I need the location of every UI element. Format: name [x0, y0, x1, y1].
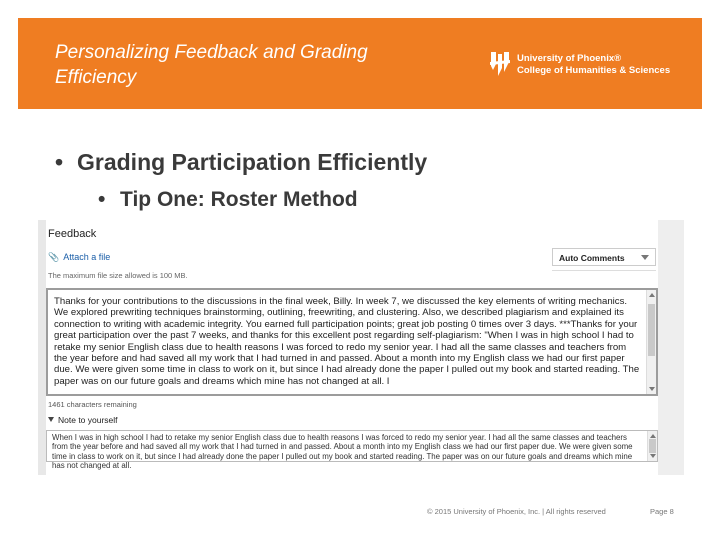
attach-file-label: Attach a file: [63, 252, 111, 262]
divider: [552, 270, 656, 271]
bullet-dot: •: [98, 188, 106, 211]
chevron-down-icon: [641, 255, 649, 260]
auto-comments-dropdown[interactable]: [552, 248, 656, 266]
feedback-heading: Feedback: [48, 228, 97, 240]
bullet-level-1: [55, 149, 427, 176]
bullet-dot: •: [55, 149, 64, 175]
scroll-down-icon[interactable]: [649, 387, 655, 391]
scroll-thumb[interactable]: [649, 439, 656, 453]
bullet-level-2-text: Tip One: Roster Method: [120, 188, 358, 211]
feedback-textarea[interactable]: [46, 288, 658, 396]
feedback-text: Thanks for your contributions to the discussions in the final week, Billy. In week 7, we discussed the key elements of writing mechanics. We explored prewriting techniques brainstorming, outlining, freewriting, and clustering. Also, we described plagiarism and explained its connection to writing with academic integrity. You earned full participation points; great job posting 0 times over 3 days. ***Thanks for your great participation over the past 7 weeks, and thanks for this excellent post regarding self-plagiarism: "When I was in high school I had to retake my senior English class due to health reasons I was forced to redo my senior year. I had all the same classes and teachers from the year before and had saved all my work that I had turned in and passed. About a month into my English class we had our first paper due. We were given some time in class to work on it, but since I had already done the paper I pulled out my book and started reading. The paper was on our future goals and dreams which mine has not changed at all. I: [54, 296, 640, 387]
feedback-screenshot: [38, 220, 684, 475]
bullet-level-2: [98, 188, 358, 212]
note-label: Note to yourself: [58, 415, 118, 425]
screenshot-left-border: [38, 220, 46, 475]
logo-line-2: College of Humanities & Sciences: [517, 65, 671, 76]
screenshot-right-margin: [658, 220, 684, 475]
feedback-panel: [46, 220, 658, 475]
scroll-down-icon[interactable]: [650, 454, 656, 458]
note-textarea[interactable]: [46, 430, 658, 471]
feedback-scrollbar[interactable]: [646, 290, 656, 394]
bullet-level-1-text: Grading Participation Efficiently: [77, 149, 428, 175]
footer-page-number: Page 8: [650, 507, 674, 516]
university-flame-logo-icon: [488, 50, 512, 78]
title-banner: [18, 18, 702, 109]
slide-title: Personalizing Feedback and Grading Efficiency: [55, 42, 368, 88]
scroll-thumb[interactable]: [648, 304, 655, 356]
scroll-up-icon[interactable]: [650, 434, 656, 438]
note-to-yourself-toggle[interactable]: [48, 415, 118, 425]
note-text: When I was in high school I had to retake my senior English class due to health reasons I was forced to redo my senior year. I had all the same classes and teachers from the year before and had saved all my work that I had turned in and passed. About a month into my English class we had our first paper due. We were given some time in class to work on it, but since I had already done the paper I pulled out my book and started reading. The paper was on our future goals and dreams which mine has not changed at all.: [52, 433, 633, 471]
university-logo: [488, 48, 698, 82]
logo-wordmark: [517, 53, 670, 77]
collapse-triangle-icon: [48, 417, 54, 422]
footer-copyright: © 2015 University of Phoenix, Inc. | All rights reserved: [427, 507, 606, 516]
scroll-up-icon[interactable]: [649, 293, 655, 297]
logo-line-1: University of Phoenix®: [517, 53, 622, 64]
auto-comments-label: Auto Comments: [559, 253, 625, 263]
note-scrollbar[interactable]: [647, 431, 657, 461]
characters-remaining: 1461 characters remaining: [48, 400, 137, 409]
paperclip-icon: 📎: [48, 252, 60, 262]
attach-file-link[interactable]: [48, 252, 110, 263]
max-file-size-note: The maximum file size allowed is 100 MB.: [48, 271, 188, 280]
